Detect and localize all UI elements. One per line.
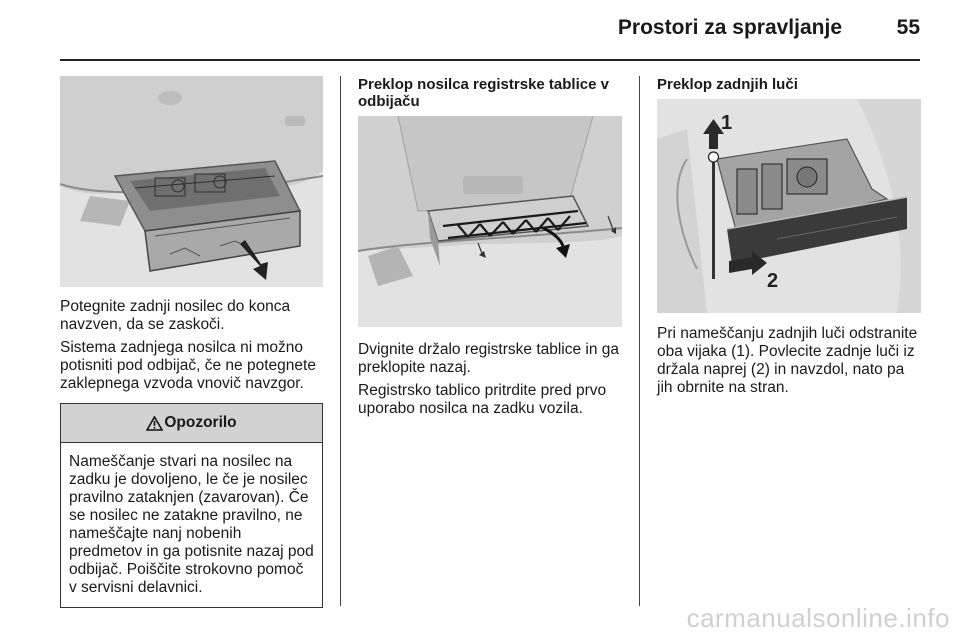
warning-triangle-icon	[146, 416, 163, 431]
warning-text: Nameščanje stvari na nosilec na zadku je dovoljeno, le če je nosilec pravilno zataknjen (zavarovan). Če se nosilec ne zatakne pravilno, ne nameščajte nanj nobenih predmetov in ga potisnite nazaj pod odbijač. Poiščite strokovno pomoč v servisni delavnici.	[69, 453, 314, 596]
warning-title: Opozorilo	[164, 414, 237, 431]
license-plate-holder-illustration	[358, 116, 622, 327]
paragraph: Registrsko tablico pritrdite pred prvo uporabo nosilca na zadku vozila.	[358, 382, 607, 417]
paragraph: Pri nameščanju zadnjih luči odstranite oba vijaka (1). Povlecite zadnje luči iz držala naprej (2) in navzdol, nato pa jih obrnite na stran.	[657, 325, 918, 396]
column-divider	[639, 76, 640, 606]
paragraph: Dvignite držalo registrske tablice in ga preklopite nazaj.	[358, 341, 620, 376]
paragraph: Potegnite zadnji nosilec do konca navzven, da se zaskoči.	[60, 298, 291, 333]
column-divider	[340, 76, 341, 606]
column-2	[358, 76, 622, 418]
warning-box	[60, 403, 323, 608]
section-heading: Preklop zadnjih luči	[657, 76, 798, 93]
tail-light-illustration	[657, 99, 921, 313]
rear-carrier-illustration	[60, 76, 323, 287]
paragraph: Sistema zadnjega nosilca ni možno potisniti pod odbijač, če ne potegnete zaklepnega vzvoda vnovič navzgor.	[60, 339, 316, 392]
page-number: 55	[896, 16, 920, 39]
watermark: carmanualsonline.info	[686, 603, 950, 633]
page-title: Prostori za spravljanje	[617, 16, 842, 39]
section-heading: Preklop nosilca registrske tablice v odbijaču	[358, 76, 609, 110]
column-3	[657, 76, 921, 397]
figure-label-1: 1	[721, 112, 733, 134]
warning-header	[61, 404, 322, 443]
header-rule	[60, 59, 920, 61]
column-1	[60, 76, 323, 608]
figure-label-2: 2	[767, 270, 779, 292]
